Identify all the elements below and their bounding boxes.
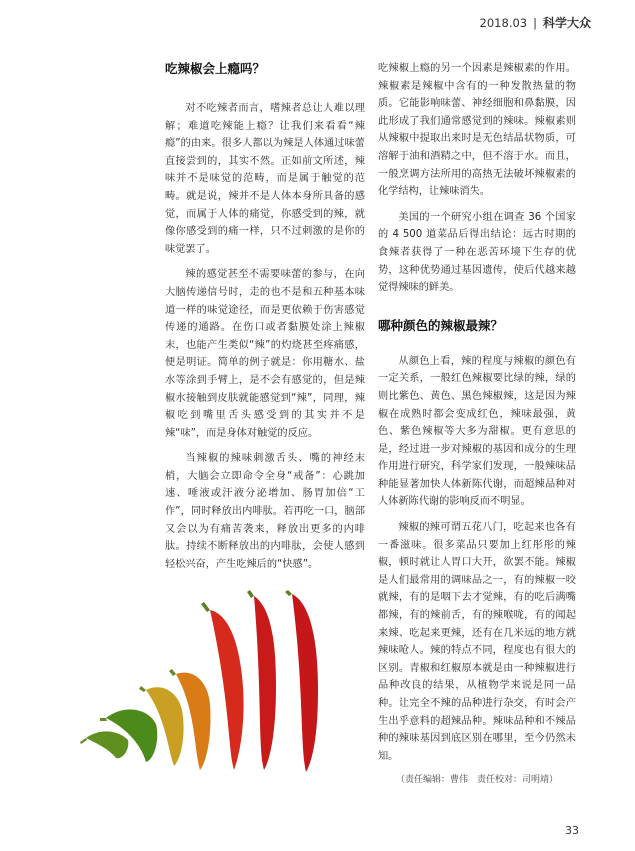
pepper-3-stem (139, 686, 146, 692)
pepper-7 (292, 594, 318, 772)
pepper-1-stem (80, 738, 87, 744)
header-divider: | (533, 15, 537, 30)
pepper-1 (86, 731, 128, 758)
body-paragraph: 吃辣椒上瘾的另一个因素是辣椒素的作用。辣椒素是辣椒中含有的一种发散热量的物质。它能影响味蕾、神经细胞和鼻黏膜，因此形成了我们通常感觉到的辣味。辣椒素则从辣椒中提取出来时是无色结晶状物质，可溶解于油和酒精之中，但不溶于水。而且，一般烹调方法所用的高热无法破坏辣椒素的化学结构，让辣味消失。 (378, 63, 576, 198)
pepper-7-stem (285, 590, 292, 596)
pepper-6 (254, 596, 276, 770)
chili-peppers-illustration (78, 590, 348, 780)
body-paragraph: 美国的一个研究小组在调查 36 个国家的 4 500 道菜品后得出结论：远古时期的食辣者获得了一种在恶苦环境下生存的优势，这种优势通过基因遗传，使后代越来越觉得辣味的鲜美。 (378, 211, 576, 294)
body-paragraph: 从颜色上看，辣的程度与辣椒的颜色有一定关系，一般红色辣椒要比绿的辣，绿的则比紫色、黄色、黑色辣椒辣，这是因为辣椒在成熟时都会变成红色，辣味最强，黄色、紫色辣椒等大多为甜椒。更有意思的是，经过进一步对辣椒的基因和成分的生理作用进行研究，科学家们发现，一般辣味品种能显著加快人体新陈代谢，而超辣品种对人体新陈代谢的影响反而不明显。 (378, 355, 576, 508)
editor-credits: （责任编辑：曹伟 责任校对：司明靖） (395, 775, 558, 786)
magazine-logo: 科学大众 (542, 16, 591, 30)
body-paragraph: 辣椒的辣可谓五花八门，吃起来也各有一番滋味。很多菜品只要加上红彤彤的辣椒，顿时就让人胃口大开，欲罢不能。辣椒是人们最常用的调味品之一，有的辣椒一咬就辣，有的是咽下去才觉辣，有的吃后满嘴都辣，有的辣前舌，有的辣喉咙，有的闻起来辣、吃起来更辣，还有在几米远的地方就辣味呛人。辣的特点不同，程度也有很大的区别。青椒和红椒原本就是由一种辣椒进行品种改良的结果，从植物学来说是同一品种。让完全不辣的品种进行杂交，有时会产生出乎意料的超辣品种。辣味品种和不辣品种的辣味基因到底区别在哪里，至今仍然未知。 (378, 522, 576, 762)
page-number: 33 (565, 824, 579, 837)
right-column (378, 60, 576, 787)
pepper-4-stem (169, 669, 176, 676)
left-column (165, 60, 365, 581)
body-paragraph: 对不吃辣者而言，嗜辣者总让人难以理解；难道吃辣能上瘾？让我们来看看“辣瘾”的由来。很多人都以为辣是人体通过味蕾直接尝到的，其实不然。正如前文所述，辣味并不是味觉的范畴，而是属于触觉的范畴。就是说，辣并不是人体本身所具备的感觉，而属于人体的痛觉，你感受到的辣，就像你感受到的痛一样，只不过刺激的是你的味觉罢了。 (165, 103, 365, 255)
pepper-5 (210, 610, 244, 770)
body-paragraph: 辣的感觉甚至不需要味蕾的参与，在向大脑传递信号时，走的也不是和五种基本味道一样的味觉途径，而是更依赖于伤害感觉传递的通路。在伤口或者黏膜处涂上辣椒末，也能产生类似“辣”的灼烧甚至疼痛感，便是明证。简单的例子就是：你用糖水、盐水等涂到手臂上，是不会有感觉的，但是辣椒水接触到皮肤就能感觉到“辣”，同理，辣椒吃到嘴里舌头感受到的其实并不是辣“味”，而是身体对触觉的反应。 (165, 269, 365, 439)
page-header (480, 14, 591, 31)
pepper-6-stem (247, 590, 254, 598)
body-paragraph: 当辣椒的辣味刺激舌头、嘴的神经末梢，大脑会立即命令全身“戒备”：心跳加速、唾液或汗液分泌增加、肠胃加倍“工作”，同时释放出内啡肽。若再吃一口，脑部又会以为有痛苦袭来，释放出更多的内啡肽。持续不断释放出的内啡肽，会使人感到轻松兴奋，产生吃辣后的“快感”。 (165, 453, 365, 570)
pepper-2-stem (100, 718, 107, 721)
issue-date: 2018.03 (479, 15, 528, 30)
article-heading-1: 吃辣椒会上瘾吗？ (165, 61, 266, 76)
article-heading-2: 哪种颜色的辣椒最辣？ (378, 317, 504, 333)
pepper-5-stem (201, 602, 210, 612)
